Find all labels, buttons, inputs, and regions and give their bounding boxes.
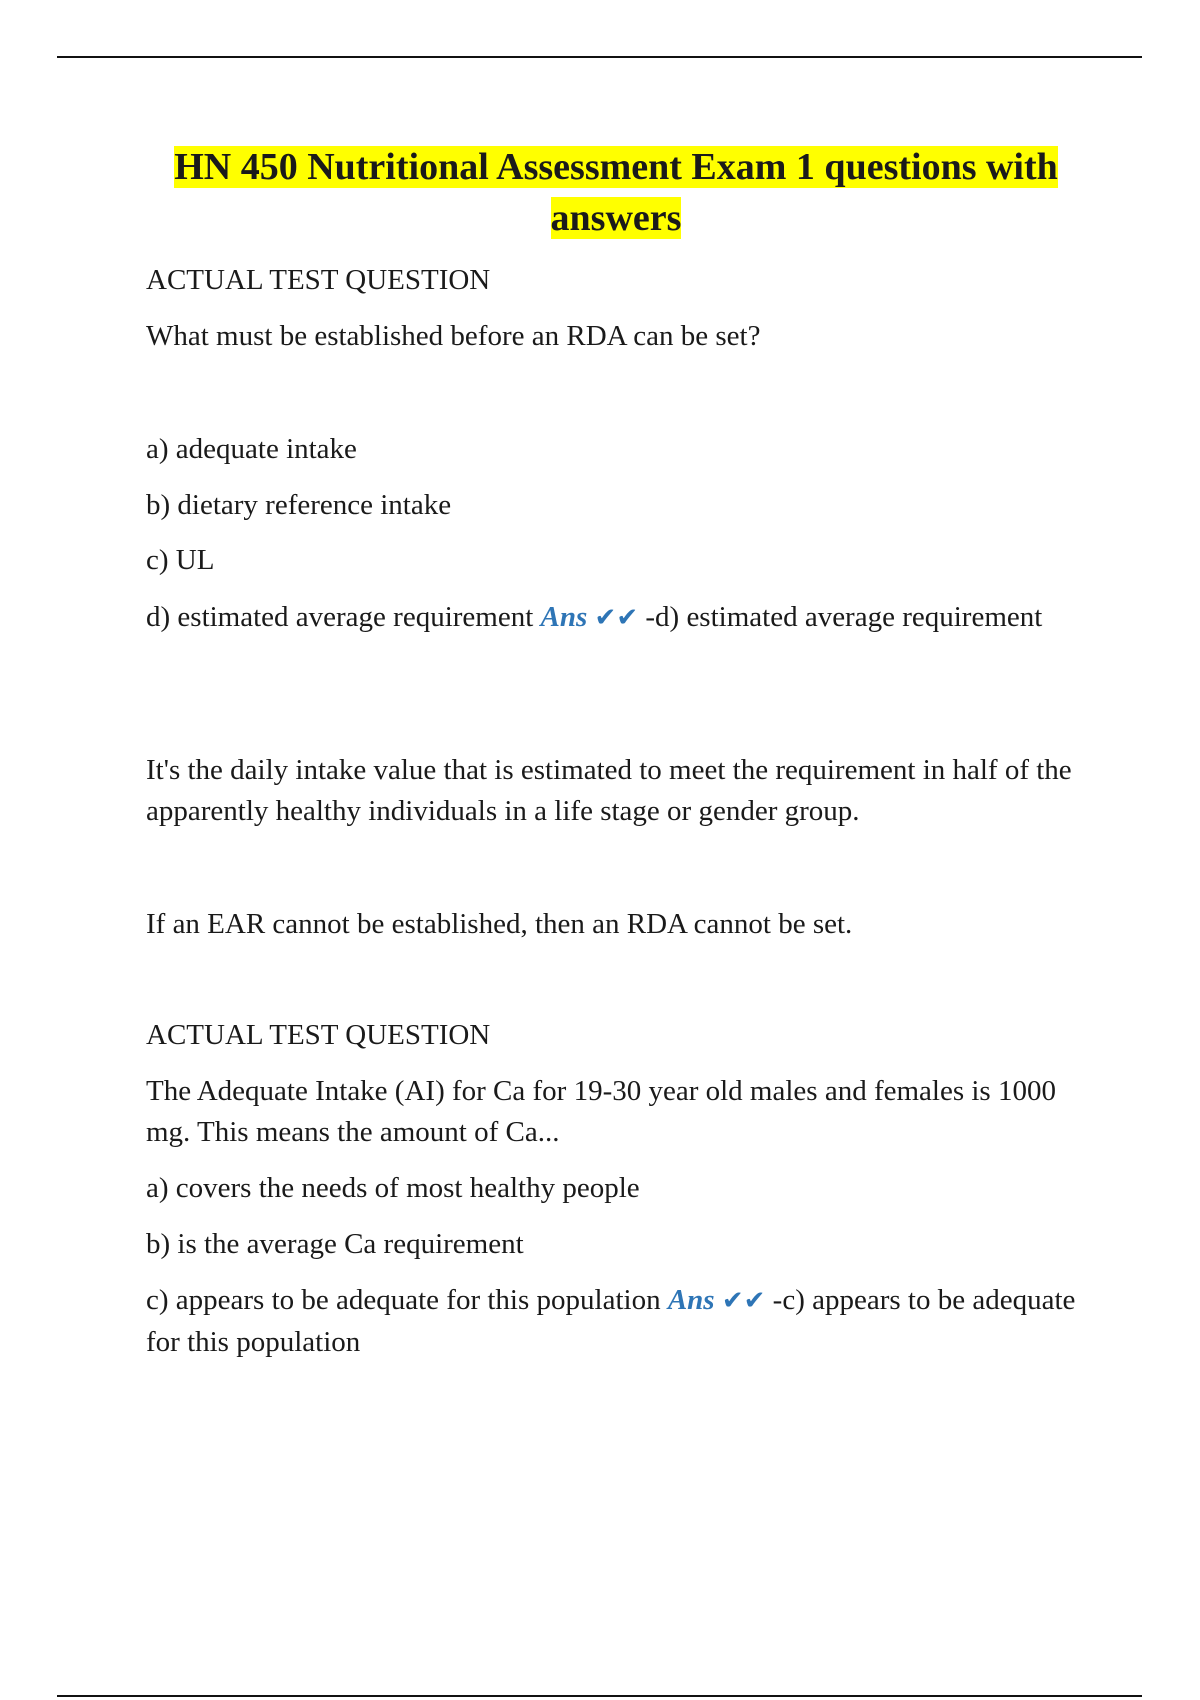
answer-marker: Ans [540,601,588,633]
bottom-rule [57,1695,1142,1697]
explanation-paragraph: It's the daily intake value that is estimated to meet the requirement in half of the apparently healthy individuals in a life stage or gender group. [146,754,1072,827]
option-d-with-answer [146,597,1046,639]
question-text: What must be established before an RDA can be set? [146,320,761,352]
answer-text: -d) estimated average requirement [645,601,1043,633]
top-rule [57,56,1142,58]
option-b: b) is the average Ca requirement [146,1228,524,1260]
explanation-paragraph: If an EAR cannot be established, then an RDA cannot be set. [146,908,853,940]
option-a: a) covers the needs of most healthy people [146,1172,640,1204]
answer-text: -c) appears to be adequate for this population [146,1284,1076,1358]
question-text: The Adequate Intake (AI) for Ca for 19-30 year old males and females is 1000 mg. This means the amount of Ca... [146,1075,1056,1148]
double-check-icon: ✔✔ [594,603,639,633]
option-c-with-answer [146,1280,1106,1363]
question-label: ACTUAL TEST QUESTION [146,264,491,296]
option-d: d) estimated average requirement [146,601,534,633]
option-c: c) appears to be adequate for this population [146,1284,661,1316]
title-line-1: HN 450 Nutritional Assessment Exam 1 questions with [174,146,1058,188]
option-b: b) dietary reference intake [146,489,452,521]
document-title [146,142,1086,244]
double-check-icon: ✔✔ [721,1286,766,1316]
question-label: ACTUAL TEST QUESTION [146,1019,491,1051]
option-a: a) adequate intake [146,433,357,465]
title-line-2: answers [550,197,682,239]
answer-marker: Ans [667,1284,715,1316]
option-c: c) UL [146,544,215,576]
